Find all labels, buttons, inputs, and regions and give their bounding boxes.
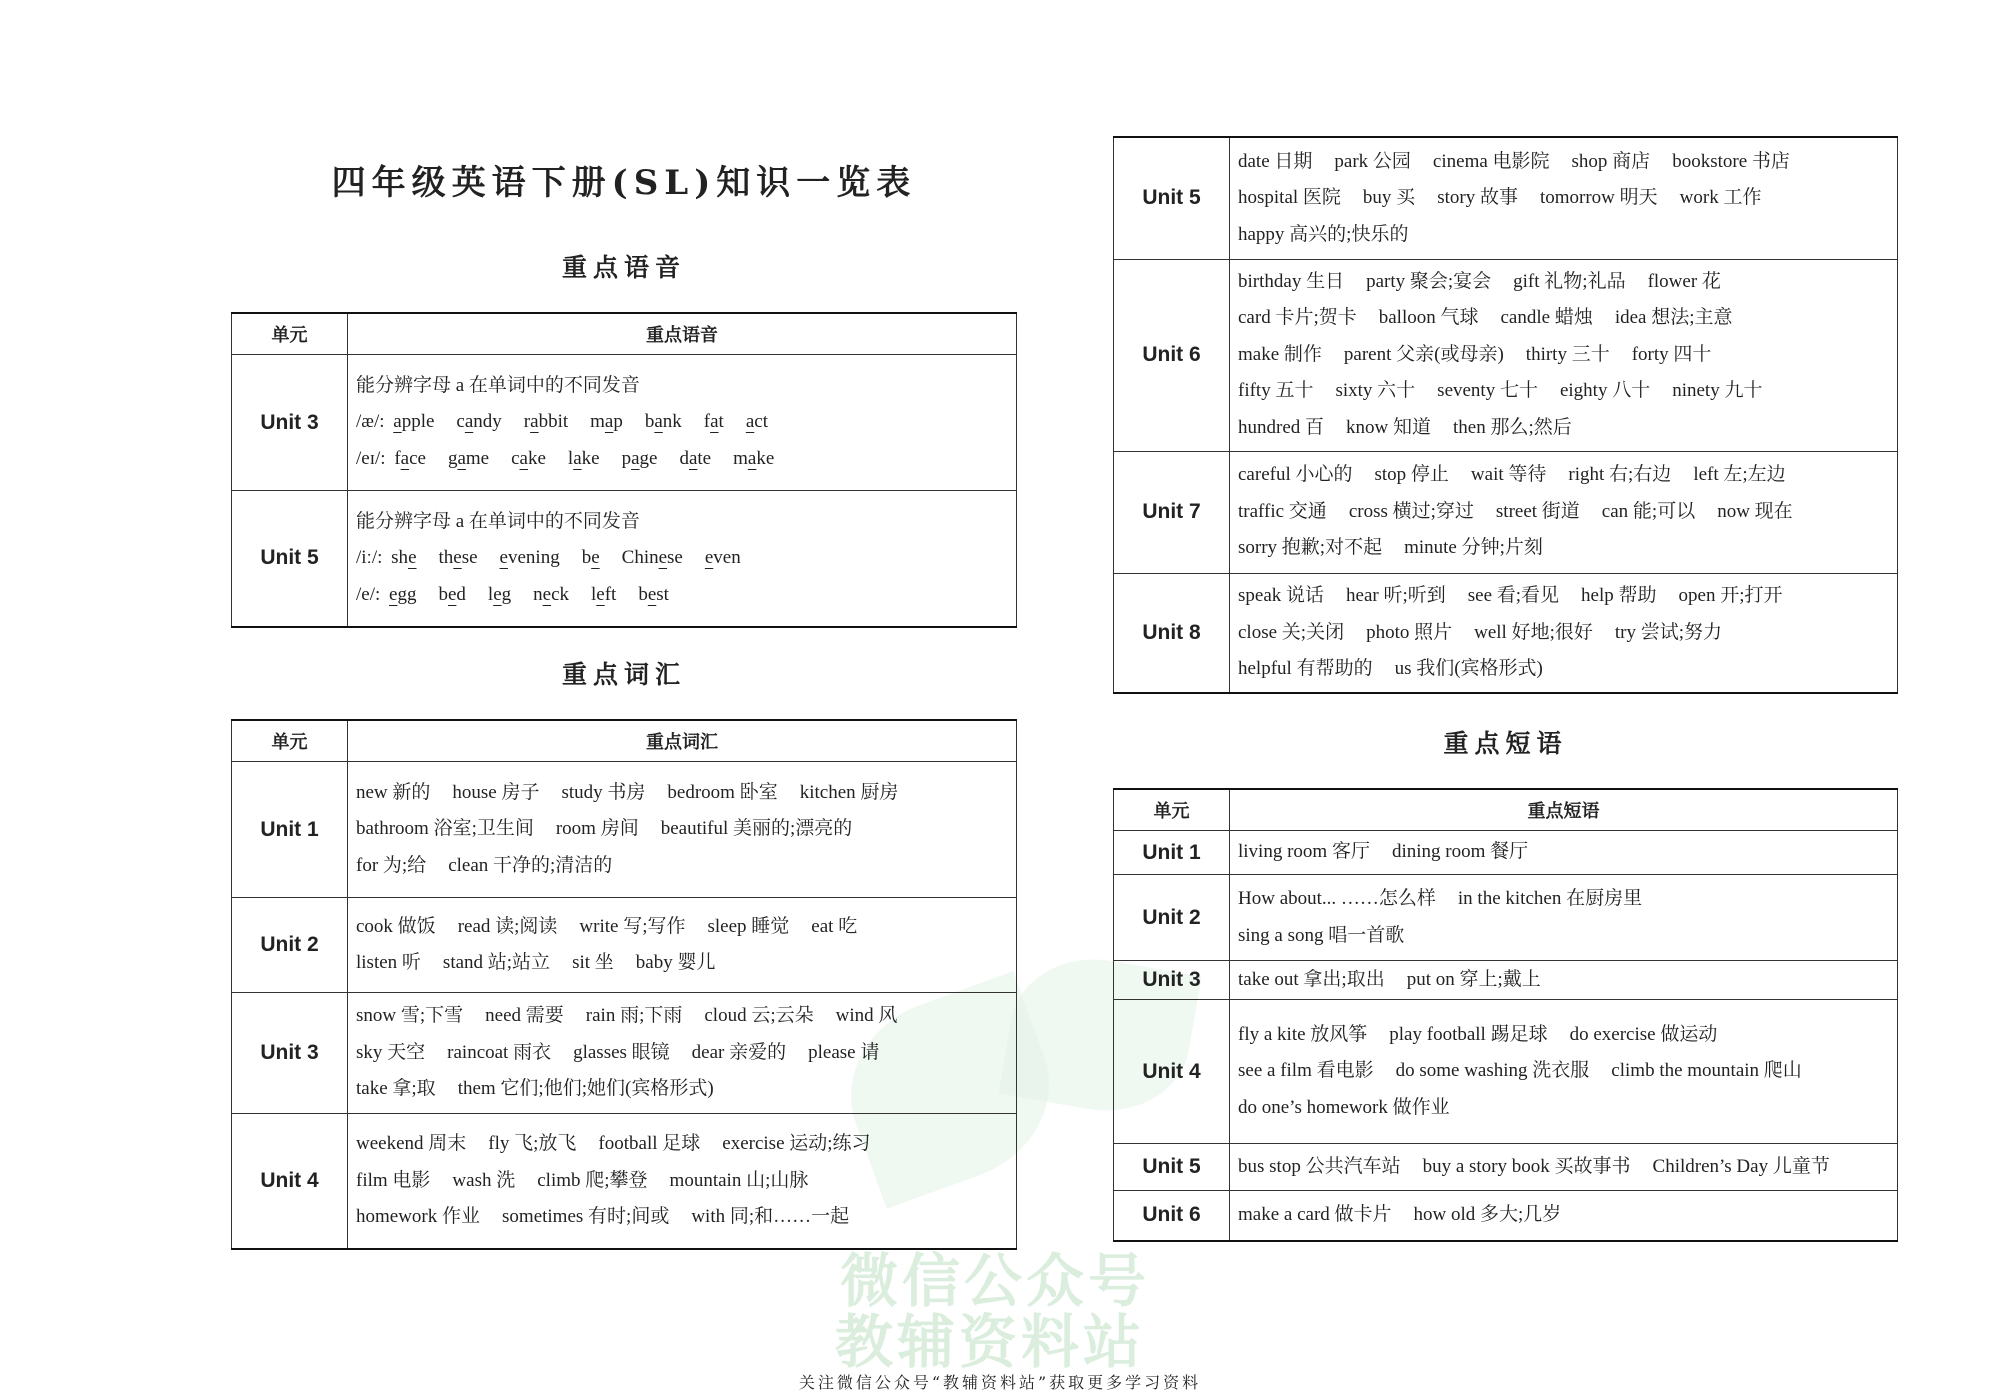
- vocab-entry: hundred 百: [1238, 416, 1325, 438]
- example-word: candy: [456, 411, 502, 433]
- vocab-entry: forty 四十: [1631, 343, 1712, 365]
- vocab-entry: exercise 运动;练习: [722, 1133, 871, 1154]
- watermark-text: 微信公众号: [840, 1247, 1151, 1315]
- vocab-entry: wash 洗: [452, 1169, 516, 1191]
- example-word: these: [438, 547, 478, 568]
- vocab-entry: climb 爬;攀登: [537, 1169, 648, 1191]
- underlined-letter: e: [499, 547, 508, 568]
- header-phonics: 重点语音: [348, 313, 1017, 355]
- vocab-entry: sometimes 有时;间或: [502, 1206, 670, 1227]
- example-word: rabbit: [523, 411, 569, 433]
- example-word: Chinese: [621, 547, 683, 568]
- table-row: [1114, 831, 1898, 875]
- table-row: [232, 762, 1017, 898]
- underlined-letter: a: [604, 411, 614, 433]
- vocab-entry: bedroom 卧室: [667, 781, 778, 803]
- phonics-table: [231, 312, 1017, 628]
- vocab-entry: right 右;右边: [1568, 464, 1672, 486]
- unit-label: Unit 6: [1114, 1191, 1230, 1241]
- row-content: [348, 355, 1017, 491]
- underlined-letter: e: [647, 583, 657, 605]
- vocab-entry: kitchen 厨房: [799, 781, 899, 803]
- content-line: [1238, 373, 1889, 410]
- unit-label: Unit 3: [232, 993, 348, 1114]
- vocab-entry: how old 多大;几岁: [1413, 1204, 1562, 1225]
- vocab-entry: seventy 七十: [1437, 380, 1538, 402]
- vocab-table-left: [231, 719, 1017, 1250]
- content-line: [356, 540, 1008, 577]
- row-content: [1230, 259, 1898, 451]
- underlined-letter: a: [654, 411, 663, 433]
- vocab-entry: wait 等待: [1470, 464, 1547, 486]
- content-line: [1238, 1090, 1889, 1127]
- vocab-entry: fly a kite 放风筝: [1238, 1023, 1368, 1045]
- vocab-entry: with 同;和……一起: [691, 1206, 850, 1227]
- example-word: left: [591, 583, 617, 605]
- row-content: [348, 993, 1017, 1114]
- vocab-entry: do exercise 做运动: [1569, 1023, 1718, 1045]
- row-content: [1230, 451, 1898, 573]
- vocab-entry: help 帮助: [1581, 585, 1657, 606]
- vocab-entry: rain 雨;下雨: [585, 1005, 683, 1027]
- watermark-text: 教辅资料站: [835, 1308, 1146, 1376]
- example-word: act: [745, 411, 768, 433]
- vocab-entry: weekend 周末: [356, 1133, 467, 1154]
- unit-label: Unit 5: [232, 491, 348, 627]
- vocab-entry: snow 雪;下雪: [356, 1005, 464, 1027]
- unit-label: Unit 1: [232, 762, 348, 898]
- content-line: [356, 404, 1008, 441]
- vocab-entry: open 开;打开: [1678, 585, 1783, 606]
- underlined-letter: a: [530, 411, 539, 433]
- vocab-entry: close 关;关闭: [1238, 621, 1345, 643]
- content-line: [356, 577, 1008, 614]
- vocab-entry: need 需要: [485, 1005, 564, 1027]
- vocab-entry: bathroom 浴室;卫生间: [356, 818, 534, 840]
- row-content: [1230, 961, 1898, 1000]
- table-row: [1114, 961, 1898, 1000]
- underlined-letter: a: [747, 447, 757, 469]
- table-row: [1114, 137, 1898, 259]
- row-content: [348, 762, 1017, 898]
- vocab-entry: park 公园: [1334, 150, 1411, 172]
- example-word: lake: [567, 447, 600, 469]
- example-word: fat: [703, 411, 724, 433]
- row-content: [1230, 875, 1898, 961]
- row-content: [1230, 1000, 1898, 1144]
- vocab-entry: careful 小心的: [1238, 464, 1353, 486]
- vocab-entry: How about... ……怎么样: [1238, 888, 1436, 909]
- vocab-entry: please 请: [808, 1041, 880, 1063]
- vocab-entry: beautiful 美丽的;漂亮的: [660, 818, 853, 840]
- vocab-entry: living room 客厅: [1238, 841, 1370, 863]
- underlined-letter: a: [393, 411, 402, 433]
- vocab-entry: sky 天空: [356, 1041, 426, 1063]
- vocab-entry: photo 照片: [1366, 621, 1453, 643]
- content-line: [1238, 457, 1889, 494]
- table-row: [1114, 259, 1898, 451]
- unit-label: Unit 3: [1114, 961, 1230, 1000]
- content-line: [356, 1199, 1008, 1236]
- underlined-letter: e: [408, 547, 417, 568]
- vocab-entry: left 左;左边: [1693, 464, 1786, 486]
- table-row: [232, 1114, 1017, 1249]
- header-unit: 单元: [1114, 789, 1230, 831]
- vocab-entry: mountain 山;山脉: [669, 1169, 809, 1191]
- vocab-entry: date 日期: [1238, 150, 1313, 172]
- vocab-entry: try 尝试;努力: [1614, 621, 1722, 643]
- underlined-letter: a: [519, 447, 528, 469]
- vocab-entry: thirty 三十: [1525, 343, 1610, 365]
- content-line: [1238, 1017, 1889, 1054]
- table-row: [1114, 1191, 1898, 1241]
- vocab-entry: cinema 电影院: [1432, 150, 1550, 172]
- vocab-entry: read 读;阅读: [457, 915, 558, 937]
- vocab-entry: buy 买: [1362, 187, 1416, 208]
- section-title-phonics: 重点语音: [561, 253, 686, 282]
- row-content: [348, 491, 1017, 627]
- content-line: [1238, 881, 1889, 918]
- vocab-entry: dear 亲爱的: [691, 1041, 787, 1063]
- vocab-entry: party 聚会;宴会: [1366, 270, 1492, 292]
- row-content: [1230, 831, 1898, 875]
- vocab-entry: glasses 眼镜: [573, 1041, 670, 1063]
- vocab-entry: tomorrow 明天: [1539, 187, 1658, 208]
- vocab-entry: wind 风: [835, 1005, 898, 1027]
- phonetic-symbol: /eɪ/:: [356, 447, 391, 469]
- unit-label: Unit 7: [1114, 451, 1230, 573]
- vocab-entry: see 看;看见: [1467, 585, 1560, 606]
- vocab-entry: do one’s homework 做作业: [1238, 1096, 1450, 1118]
- underlined-letter: e: [389, 583, 398, 605]
- phonetic-symbol: /e/:: [356, 583, 386, 605]
- content-line: [1238, 180, 1889, 217]
- vocab-entry: raincoat 雨衣: [447, 1041, 552, 1063]
- content-line: [356, 998, 1008, 1035]
- underlined-letter: e: [596, 583, 605, 605]
- page-title: 四年级英语下册(SL)知识一览表: [331, 163, 917, 203]
- underlined-letter: e: [704, 547, 714, 568]
- vocab-entry: in the kitchen 在厨房里: [1457, 888, 1643, 909]
- vocab-entry: speak 说话: [1238, 585, 1325, 606]
- content-line: [1238, 834, 1889, 871]
- vocab-entry: traffic 交通: [1238, 500, 1327, 522]
- example-word: be: [581, 547, 600, 568]
- vocab-entry: well 好地;很好: [1474, 621, 1593, 643]
- row-content: [1230, 1191, 1898, 1241]
- example-word: apple: [393, 411, 435, 433]
- content-line: [1238, 530, 1889, 567]
- table-row: [232, 993, 1017, 1114]
- content-line: [356, 848, 1008, 885]
- row-content: [348, 1114, 1017, 1249]
- vocab-entry: do some washing 洗衣服: [1395, 1060, 1590, 1082]
- example-word: cake: [511, 447, 546, 469]
- content-line: [1238, 300, 1889, 337]
- vocab-entry: cook 做饭: [356, 915, 436, 937]
- underlined-letter: e: [453, 547, 462, 568]
- content-line: [1238, 410, 1889, 447]
- vocab-entry: shop 商店: [1571, 150, 1651, 172]
- vocab-entry: know 知道: [1346, 416, 1431, 438]
- vocab-entry: buy a story book 买故事书: [1422, 1155, 1631, 1177]
- vocab-entry: story 故事: [1437, 187, 1518, 208]
- vocab-entry: idea 想法;主意: [1614, 307, 1733, 329]
- example-word: bank: [644, 411, 682, 433]
- example-word: evening: [499, 547, 560, 568]
- vocab-entry: hear 听;听到: [1346, 585, 1446, 606]
- vocab-entry: fifty 五十: [1238, 380, 1314, 402]
- vocab-entry: homework 作业: [356, 1206, 481, 1227]
- unit-label: Unit 4: [1114, 1000, 1230, 1144]
- vocab-entry: sleep 睡觉: [707, 915, 790, 937]
- phonetic-symbol: /iː/:: [356, 547, 388, 568]
- vocab-entry: ninety 九十: [1672, 380, 1763, 402]
- content-line: [356, 441, 1008, 478]
- table-row: [1114, 1144, 1898, 1191]
- row-content: [1230, 573, 1898, 693]
- vocab-entry: for 为;给: [356, 854, 427, 876]
- vocab-entry: can 能;可以: [1601, 500, 1696, 522]
- content-line: [1238, 578, 1889, 615]
- vocab-entry: sit 坐: [572, 952, 614, 973]
- example-word: face: [394, 447, 426, 469]
- content-line: [1238, 337, 1889, 374]
- content-line: [356, 945, 1008, 982]
- phrases-table: [1113, 788, 1898, 1242]
- vocab-entry: cloud 云;云朵: [704, 1005, 814, 1027]
- vocab-entry: sorry 抱歉;对不起: [1238, 537, 1383, 559]
- underlined-letter: e: [493, 583, 502, 605]
- underlined-letter: e: [542, 583, 552, 605]
- vocab-entry: candle 蜡烛: [1500, 307, 1593, 329]
- vocab-entry: card 卡片;贺卡: [1238, 307, 1357, 329]
- vocab-table-right: [1113, 136, 1898, 694]
- vocab-entry: us 我们(宾格形式): [1394, 658, 1543, 679]
- example-word: she: [391, 547, 417, 568]
- vocab-entry: clean 干净的;清洁的: [448, 854, 613, 876]
- underlined-letter: e: [658, 547, 668, 568]
- vocab-entry: gift 礼物;礼品: [1513, 270, 1626, 292]
- underlined-letter: a: [464, 411, 474, 433]
- content-line: [356, 1035, 1008, 1072]
- unit-label: Unit 4: [232, 1114, 348, 1249]
- unit-label: Unit 2: [1114, 875, 1230, 961]
- underlined-letter: a: [745, 411, 755, 433]
- vocab-entry: birthday 生日: [1238, 270, 1345, 292]
- example-word: best: [638, 583, 669, 605]
- vocab-entry: film 电影: [356, 1169, 431, 1191]
- vocab-entry: them 它们;他们;她们(宾格形式): [457, 1078, 714, 1100]
- vocab-entry: eighty 八十: [1559, 380, 1651, 402]
- table-row: [1114, 1000, 1898, 1144]
- content-line: [356, 1163, 1008, 1200]
- unit-label: Unit 5: [1114, 137, 1230, 259]
- section-title-vocab: 重点词汇: [561, 660, 686, 689]
- table-row: [1114, 573, 1898, 693]
- vocab-entry: fly 飞;放飞: [488, 1133, 577, 1154]
- underlined-letter: a: [688, 447, 698, 469]
- vocab-entry: sing a song 唱一首歌: [1238, 924, 1405, 946]
- vocab-entry: street 街道: [1495, 500, 1580, 522]
- content-line: [1238, 1053, 1889, 1090]
- underlined-letter: a: [631, 447, 640, 469]
- vocab-entry: stop 停止: [1374, 464, 1449, 486]
- vocab-entry: sixty 六十: [1335, 380, 1416, 402]
- section-title-phrases: 重点短语: [1443, 729, 1568, 758]
- unit-label: Unit 3: [232, 355, 348, 491]
- content-line: [1238, 264, 1889, 301]
- unit-label: Unit 2: [232, 898, 348, 993]
- content-line: [356, 1126, 1008, 1163]
- underlined-letter: a: [573, 447, 582, 469]
- vocab-entry: make a card 做卡片: [1238, 1204, 1392, 1225]
- vocab-entry: make 制作: [1238, 343, 1322, 365]
- underlined-letter: a: [710, 411, 719, 433]
- vocab-entry: now 现在: [1717, 500, 1793, 522]
- content-line: [356, 775, 1008, 812]
- vocab-entry: bus stop 公共汽车站: [1238, 1155, 1401, 1177]
- row-content: [348, 898, 1017, 993]
- vocab-entry: room 房间: [555, 818, 639, 840]
- vocab-entry: bookstore 书店: [1672, 150, 1790, 172]
- table-row: [232, 898, 1017, 993]
- table-row: [1114, 875, 1898, 961]
- vocab-entry: study 书房: [561, 781, 646, 803]
- example-word: egg: [389, 583, 417, 605]
- example-word: make: [733, 447, 775, 469]
- underlined-letter: e: [591, 547, 600, 568]
- content-line: [1238, 962, 1889, 999]
- row-content: [1230, 137, 1898, 259]
- unit-label: Unit 5: [1114, 1144, 1230, 1191]
- vocab-entry: baby 婴儿: [635, 952, 716, 973]
- underlined-letter: e: [447, 583, 457, 605]
- vocab-entry: work 工作: [1679, 187, 1762, 208]
- vocab-entry: dining room 餐厅: [1391, 841, 1529, 863]
- header-phrases: 重点短语: [1230, 789, 1898, 831]
- vocab-entry: minute 分钟;片刻: [1404, 537, 1543, 559]
- underlined-letter: a: [400, 447, 410, 469]
- example-word: bed: [438, 583, 466, 605]
- unit-label: Unit 8: [1114, 573, 1230, 693]
- vocab-entry: flower 花: [1647, 270, 1721, 292]
- content-line: [1238, 144, 1889, 181]
- header-unit: 单元: [232, 313, 348, 355]
- vocab-entry: house 房子: [452, 781, 540, 803]
- example-word: date: [679, 447, 712, 469]
- unit-label: Unit 1: [1114, 831, 1230, 875]
- footer-note: 关注微信公众号“教辅资料站”获取更多学习资料: [798, 1373, 1202, 1392]
- content-line: [1238, 217, 1889, 254]
- vocab-entry: eat 吃: [811, 915, 858, 937]
- vocab-entry: happy 高兴的;快乐的: [1238, 223, 1409, 245]
- example-word: game: [447, 447, 490, 469]
- vocab-entry: see a film 看电影: [1238, 1060, 1374, 1082]
- underlined-letter: a: [457, 447, 466, 469]
- table-row: [1114, 451, 1898, 573]
- vocab-entry: helpful 有帮助的: [1238, 658, 1373, 679]
- table-row: [232, 355, 1017, 491]
- content-line: [356, 909, 1008, 946]
- vocab-entry: football 足球: [598, 1133, 701, 1154]
- vocab-entry: balloon 气球: [1378, 307, 1479, 329]
- unit-label: Unit 6: [1114, 259, 1230, 451]
- example-word: even: [704, 547, 741, 568]
- content-line: [1238, 494, 1889, 531]
- table-row: [232, 491, 1017, 627]
- vocab-entry: write 写;写作: [579, 915, 686, 937]
- vocab-entry: new 新的: [356, 781, 431, 803]
- vocab-entry: Children’s Day 儿童节: [1652, 1155, 1830, 1177]
- vocab-entry: climb the mountain 爬山: [1611, 1060, 1802, 1082]
- content-line: 能分辨字母 a 在单词中的不同发音: [356, 374, 640, 396]
- vocab-entry: put on 穿上;戴上: [1406, 968, 1541, 990]
- vocab-entry: listen 听: [356, 952, 421, 973]
- phonetic-symbol: /æ/:: [356, 411, 390, 433]
- content-line: [356, 1071, 1008, 1108]
- vocab-entry: take out 拿出;取出: [1238, 968, 1385, 990]
- example-word: neck: [533, 583, 569, 605]
- content-line: 能分辨字母 a 在单词中的不同发音: [356, 510, 640, 532]
- vocab-entry: then 那么;然后: [1453, 416, 1572, 438]
- example-word: page: [621, 447, 658, 469]
- vocab-entry: play football 踢足球: [1389, 1023, 1548, 1045]
- vocab-entry: stand 站;站立: [442, 952, 551, 973]
- content-line: [1238, 918, 1889, 955]
- header-unit: 单元: [232, 720, 348, 762]
- row-content: [1230, 1144, 1898, 1191]
- header-vocab: 重点词汇: [348, 720, 1017, 762]
- content-line: [1238, 615, 1889, 652]
- content-line: [356, 811, 1008, 848]
- vocab-entry: parent 父亲(或母亲): [1343, 343, 1504, 365]
- example-word: map: [590, 411, 623, 433]
- example-word: leg: [487, 583, 512, 605]
- vocab-entry: cross 横过;穿过: [1348, 500, 1474, 522]
- vocab-entry: hospital 医院: [1238, 187, 1341, 208]
- content-line: [1238, 651, 1889, 688]
- content-line: [1238, 1149, 1889, 1186]
- content-line: [1238, 1197, 1889, 1234]
- vocab-entry: take 拿;取: [356, 1078, 436, 1100]
